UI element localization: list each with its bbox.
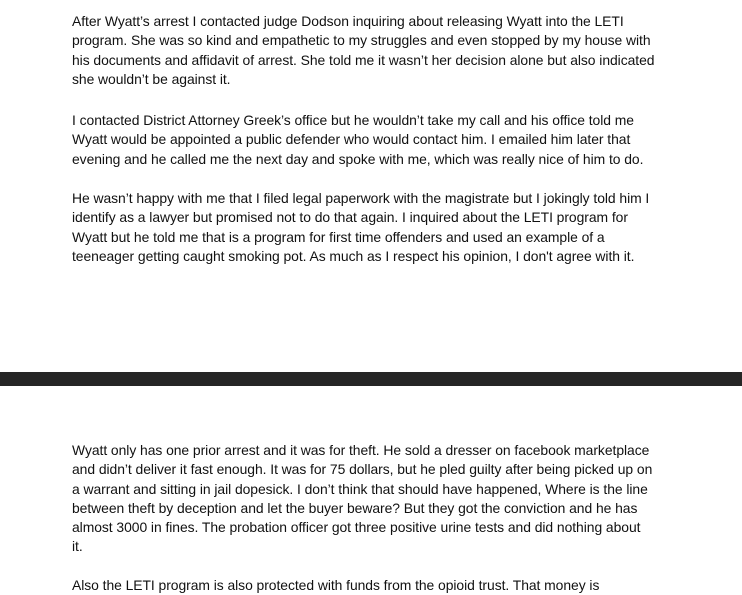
- paragraph-judge-dodson: After Wyatt’s arrest I contacted judge Dodson inquiring about releasing Wyatt into the LETI program. She was so kind and empathetic to my struggles and even stopped by my house with his documents and affidavit of arrest. She told me it wasn’t her decision alone but also indicated she wouldn’t be against it.: [72, 13, 655, 87]
- paragraph-prior-arrest: Wyatt only has one prior arrest and it was for theft. He sold a dresser on facebook marketplace and didn’t deliver it fast enough. It was for 75 dollars, but he pled guilty after being picked up on a warrant and sitting in jail dopesick. I don’t think that should have happened, Where is the line between theft by deception and let the buyer beware? But they got the conviction and he has almost 3000 in fines. The probation officer got three positive urine tests and did nothing about it.: [72, 442, 653, 555]
- page-break-divider: [0, 372, 742, 386]
- paragraph-opioid-trust-cutoff: Also the LETI program is also protected with funds from the opioid trust. That money is: [72, 577, 600, 593]
- document-page-2: [0, 386, 742, 593]
- paragraph-leti-program: He wasn’t happy with me that I filed legal paperwork with the magistrate but I jokingly told him I identify as a lawyer but promised not to do that again. I inquired about the LETI program for Wyatt but he told me that is a program for first time offenders and used an example of a teeneager getting caught smoking pot. As much as I respect his opinion, I don't agree with it.: [72, 190, 650, 264]
- paragraph-district-attorney: I contacted District Attorney Greek’s office but he wouldn’t take my call and his office told me Wyatt would be appointed a public defender who would contact him. I emailed him later that evening and he called me the next day and spoke with me, which was really nice of him to do.: [72, 112, 644, 167]
